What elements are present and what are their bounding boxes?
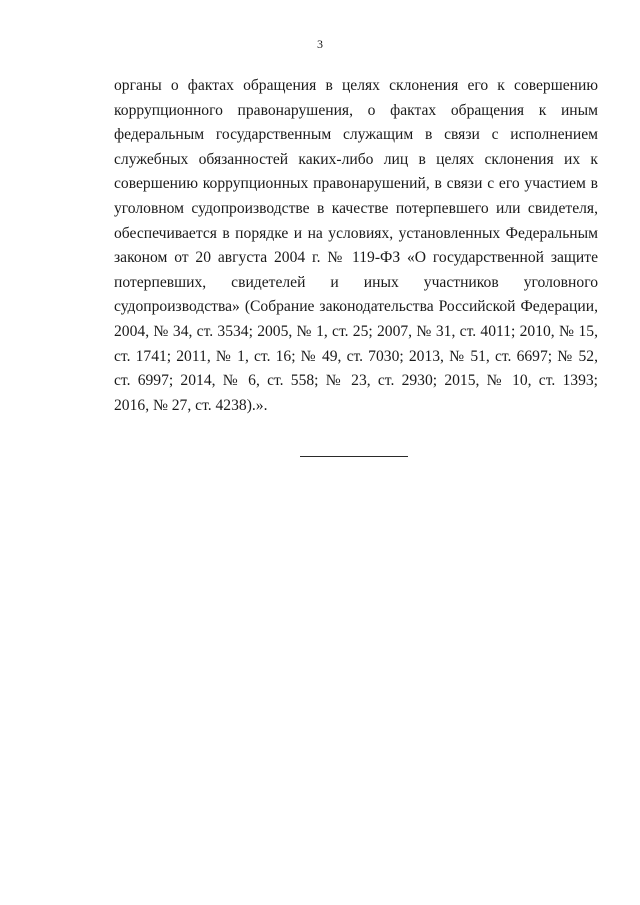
- text-line: ст. 6997; 2014, № 6, ст. 558; № 23, ст. 2930; 2015, № 10, ст. 1393;: [114, 372, 598, 390]
- text-line: потерпевших, свидетелей и иных участников уголовного: [114, 273, 598, 291]
- end-divider: [300, 456, 408, 457]
- text-line: судопроизводства» (Собрание законодательства Российской Федерации,: [114, 298, 598, 316]
- text-line: федеральным государственным служащим в связи с исполнением: [114, 126, 598, 144]
- text-line: служебных обязанностей каких-либо лиц в целях склонения их к: [114, 150, 598, 168]
- text-line: 2004, № 34, ст. 3534; 2005, № 1, ст. 25; 2007, № 31, ст. 4011; 2010, № 15,: [114, 322, 598, 340]
- text-line: коррупционного правонарушения, о фактах обращения к иным: [114, 101, 598, 119]
- body-paragraph: [114, 74, 598, 418]
- text-line: ст. 1741; 2011, № 1, ст. 16; № 49, ст. 7030; 2013, № 51, ст. 6697; № 52,: [114, 347, 598, 365]
- text-line-last: 2016, № 27, ст. 4238).».: [114, 396, 268, 414]
- text-line: законом от 20 августа 2004 г. № 119-ФЗ «О государственной защите: [114, 249, 598, 267]
- page-number: 3: [317, 37, 323, 51]
- text-line: уголовном судопроизводстве в качестве потерпевшего или свидетеля,: [114, 199, 598, 217]
- text-line: органы о фактах обращения в целях склонения его к совершению: [114, 77, 598, 94]
- text-line: обеспечивается в порядке и на условиях, установленных Федеральным: [114, 224, 598, 242]
- text-line: совершению коррупционных правонарушений, в связи с его участием в: [114, 175, 598, 193]
